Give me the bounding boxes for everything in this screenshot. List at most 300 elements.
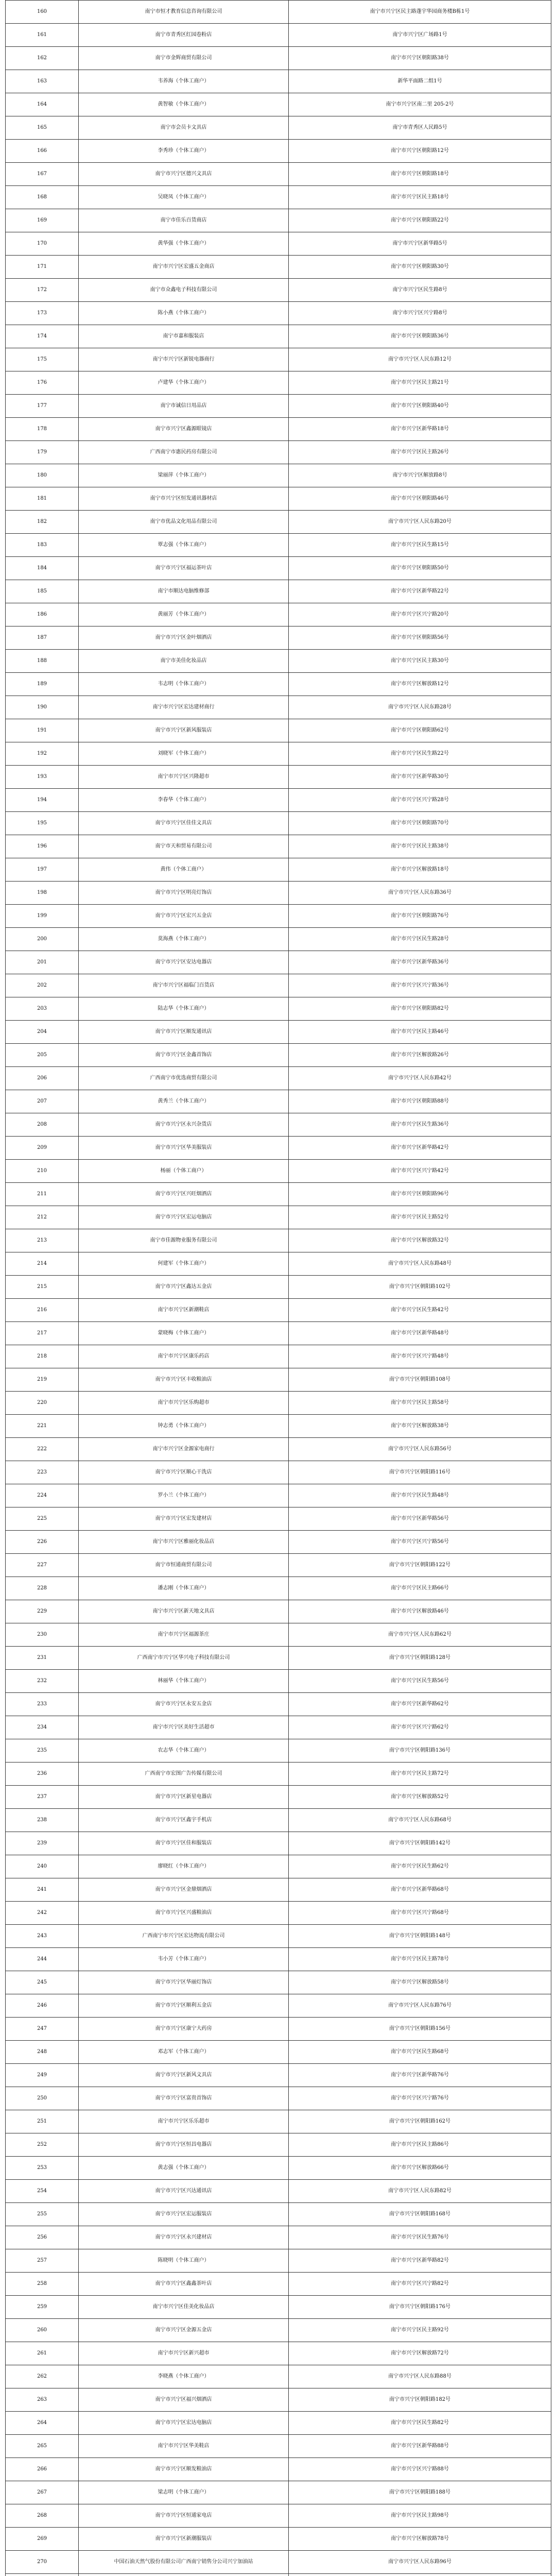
company-name: 覃志强（个体工商户） bbox=[79, 534, 289, 557]
row-number: 242 bbox=[6, 1902, 79, 1925]
table-row bbox=[6, 1276, 551, 1299]
table-row bbox=[6, 2574, 551, 2576]
company-name: 南宁市兴宁区美好生活超市 bbox=[79, 1716, 289, 1739]
row-number: 174 bbox=[6, 325, 79, 348]
table-row bbox=[6, 1716, 551, 1739]
company-address: 南宁市兴宁区人民东路82号 bbox=[289, 2180, 551, 2203]
row-number: 254 bbox=[6, 2180, 79, 2203]
row-number: 193 bbox=[6, 766, 79, 789]
table-row bbox=[6, 1623, 551, 1647]
company-name: 南宁市兴宁区福源茶庄 bbox=[79, 1623, 289, 1647]
company-name: 南宁市兴宁区金鑫首饰店 bbox=[79, 1044, 289, 1067]
company-name: 南宁市美佳化妆品店 bbox=[79, 650, 289, 673]
company-address: 南宁市兴宁区新华路36号 bbox=[289, 951, 551, 974]
table-row bbox=[6, 2504, 551, 2528]
table-row bbox=[6, 928, 551, 951]
company-name: 南宁市优品文化用品有限公司 bbox=[79, 511, 289, 534]
company-address: 南宁市兴宁区解放路8号 bbox=[289, 464, 551, 487]
company-name bbox=[79, 2574, 289, 2576]
table-row bbox=[6, 1739, 551, 1762]
company-address: 南宁市兴宁区解放路78号 bbox=[289, 2528, 551, 2551]
table-row bbox=[6, 1206, 551, 1229]
company-address: 南宁市兴宁区朝阳路70号 bbox=[289, 812, 551, 835]
company-address: 南宁市兴宁区人民东路20号 bbox=[289, 511, 551, 534]
table-row bbox=[6, 1577, 551, 1600]
company-name: 邓志军（个体工商户） bbox=[79, 2041, 289, 2064]
company-address: 南宁市兴宁区新华路48号 bbox=[289, 1322, 551, 1345]
company-address: 南宁市兴宁区人民东路36号 bbox=[289, 882, 551, 905]
table-row bbox=[6, 441, 551, 464]
company-name: 李秀珍（个体工商户） bbox=[79, 140, 289, 163]
company-name: 黄秀兰（个体工商户） bbox=[79, 1090, 289, 1113]
company-address: 南宁市兴宁区民主路58号 bbox=[289, 1392, 551, 1415]
table-row bbox=[6, 1994, 551, 2018]
company-name: 潘志刚（个体工商户） bbox=[79, 1577, 289, 1600]
company-address: 南宁市兴宁区朝阳路62号 bbox=[289, 719, 551, 742]
row-number: 184 bbox=[6, 557, 79, 580]
table-body bbox=[6, 1, 551, 2576]
company-address: 南宁市兴宁区朝阳路162号 bbox=[289, 2110, 551, 2133]
row-number: 246 bbox=[6, 1994, 79, 2018]
company-name: 南宁市天和贸易有限公司 bbox=[79, 835, 289, 858]
company-name: 南宁市兴宁区永兴建材店 bbox=[79, 2226, 289, 2249]
row-number: 248 bbox=[6, 2041, 79, 2064]
company-name: 南宁市兴宁区金鼎烟酒店 bbox=[79, 1878, 289, 1902]
company-address: 南宁市兴宁区朝阳路128号 bbox=[289, 1647, 551, 1670]
table-row bbox=[6, 858, 551, 882]
company-name: 吴晓凤（个体工商户） bbox=[79, 186, 289, 209]
company-address: 南宁市兴宁区新华路62号 bbox=[289, 1693, 551, 1716]
row-number: 211 bbox=[6, 1183, 79, 1206]
row-number: 220 bbox=[6, 1392, 79, 1415]
company-address: 南宁市兴宁区解放路46号 bbox=[289, 1600, 551, 1623]
company-name: 南宁市兴宁区雅丽化妆品店 bbox=[79, 1531, 289, 1554]
company-name: 刘晓军（个体工商户） bbox=[79, 742, 289, 766]
table-row bbox=[6, 302, 551, 325]
table-row bbox=[6, 2481, 551, 2504]
company-name: 南宁市兴宁区新潮鞋店 bbox=[79, 1299, 289, 1322]
company-address: 南宁市兴宁区兴宁路62号 bbox=[289, 1716, 551, 1739]
table-row bbox=[6, 2018, 551, 2041]
company-name: 南宁市兴宁区华美服装店 bbox=[79, 1137, 289, 1160]
company-name: 南宁市兴宁区福临门百货店 bbox=[79, 974, 289, 997]
company-address: 南宁市兴宁区民生路76号 bbox=[289, 2226, 551, 2249]
row-number: 264 bbox=[6, 2412, 79, 2435]
company-address: 南宁市兴宁区朝阳路56号 bbox=[289, 626, 551, 650]
company-address: 南宁市兴宁区朝阳路156号 bbox=[289, 2018, 551, 2041]
row-number: 162 bbox=[6, 47, 79, 70]
company-name: 南宁市兴宁区华美鞋店 bbox=[79, 2435, 289, 2458]
company-name: 南宁市兴宁区明亮灯饰店 bbox=[79, 882, 289, 905]
row-number: 245 bbox=[6, 1971, 79, 1994]
company-address: 南宁市兴宁区民主路蓬宇华园商务楼B栋1号 bbox=[289, 1, 551, 24]
company-name: 南宁市众鑫电子科技有限公司 bbox=[79, 279, 289, 302]
company-address: 南宁市兴宁区解放路72号 bbox=[289, 2342, 551, 2365]
company-address: 南宁市兴宁区民生路56号 bbox=[289, 1670, 551, 1693]
company-address: 南宁市兴宁区朝阳路46号 bbox=[289, 487, 551, 511]
row-number: 236 bbox=[6, 1762, 79, 1786]
table-row bbox=[6, 1090, 551, 1113]
row-number: 233 bbox=[6, 1693, 79, 1716]
table-row bbox=[6, 1600, 551, 1623]
company-name: 南宁市佳源物业服务有限公司 bbox=[79, 1229, 289, 1252]
company-address: 南宁市兴宁区新华路30号 bbox=[289, 766, 551, 789]
row-number: 171 bbox=[6, 256, 79, 279]
row-number: 191 bbox=[6, 719, 79, 742]
company-address: 南宁市兴宁区广场路1号 bbox=[289, 24, 551, 47]
company-name: 南宁市兴宁区鑫源眼镜店 bbox=[79, 418, 289, 441]
table-row bbox=[6, 2528, 551, 2551]
row-number: 195 bbox=[6, 812, 79, 835]
company-address: 南宁市兴宁区朝阳路148号 bbox=[289, 1925, 551, 1948]
row-number: 225 bbox=[6, 1507, 79, 1531]
company-name: 南宁市兴宁区鑫鑫茶叶店 bbox=[79, 2273, 289, 2296]
table-row bbox=[6, 1948, 551, 1971]
company-address: 南宁市兴宁区人民东路96号 bbox=[289, 2551, 551, 2574]
company-name: 广西南宁市宏图广告传媒有限公司 bbox=[79, 1762, 289, 1786]
row-number: 165 bbox=[6, 116, 79, 140]
company-address: 南宁市兴宁区人民东路48号 bbox=[289, 1252, 551, 1276]
company-address: 南宁市兴宁区民主路38号 bbox=[289, 835, 551, 858]
company-address: 南宁市兴宁区民主路26号 bbox=[289, 441, 551, 464]
row-number: 201 bbox=[6, 951, 79, 974]
company-address: 南宁市兴宁区朝阳路142号 bbox=[289, 1832, 551, 1855]
row-number: 182 bbox=[6, 511, 79, 534]
company-name: 黄志强（个体工商户） bbox=[79, 2157, 289, 2180]
row-number: 205 bbox=[6, 1044, 79, 1067]
table-row bbox=[6, 2226, 551, 2249]
company-name: 梁丽萍（个体工商户） bbox=[79, 464, 289, 487]
company-address: 南宁市兴宁区新华路82号 bbox=[289, 2249, 551, 2273]
company-address: 南宁市兴宁区人民东路62号 bbox=[289, 1623, 551, 1647]
company-address: 南宁市兴宁区朝阳路88号 bbox=[289, 1090, 551, 1113]
company-name: 南宁市兴宁区鑫达五金店 bbox=[79, 1276, 289, 1299]
row-number: 208 bbox=[6, 1113, 79, 1137]
row-number: 266 bbox=[6, 2458, 79, 2481]
table-row bbox=[6, 2342, 551, 2365]
row-number: 259 bbox=[6, 2296, 79, 2319]
company-name: 南宁市嘉和服装店 bbox=[79, 325, 289, 348]
company-address: 南宁市兴宁区兴宁路56号 bbox=[289, 1531, 551, 1554]
row-number: 185 bbox=[6, 580, 79, 603]
row-number: 249 bbox=[6, 2064, 79, 2087]
company-name: 罗小兰（个体工商户） bbox=[79, 1484, 289, 1507]
table-row bbox=[6, 2319, 551, 2342]
table-row bbox=[6, 1902, 551, 1925]
company-name: 蒙晓梅（个体工商户） bbox=[79, 1322, 289, 1345]
row-number: 223 bbox=[6, 1461, 79, 1484]
row-number: 215 bbox=[6, 1276, 79, 1299]
table-row bbox=[6, 1531, 551, 1554]
company-address: 南宁市兴宁区民生路15号 bbox=[289, 534, 551, 557]
company-name: 卢建华（个体工商户） bbox=[79, 371, 289, 395]
company-address: 南宁市兴宁区兴宁路20号 bbox=[289, 603, 551, 626]
company-address: 南宁市兴宁区解放路58号 bbox=[289, 1971, 551, 1994]
company-name: 南宁市兴宁区恒通家电店 bbox=[79, 2504, 289, 2528]
table-row bbox=[6, 673, 551, 696]
company-address: 南宁市兴宁区人民东路76号 bbox=[289, 1994, 551, 2018]
row-number: 183 bbox=[6, 534, 79, 557]
company-address: 南宁市兴宁区朝阳路136号 bbox=[289, 1739, 551, 1762]
company-address: 南宁市兴宁区南二里 205-2号 bbox=[289, 93, 551, 116]
company-name: 广西南宁市优选商贸有限公司 bbox=[79, 1067, 289, 1090]
company-name: 南宁市佳乐百货商店 bbox=[79, 209, 289, 232]
row-number: 192 bbox=[6, 742, 79, 766]
row-number: 189 bbox=[6, 673, 79, 696]
table-row bbox=[6, 1415, 551, 1438]
row-number: 240 bbox=[6, 1855, 79, 1878]
table-row bbox=[6, 1113, 551, 1137]
row-number bbox=[6, 2574, 79, 2576]
company-address: 南宁市兴宁区民主路78号 bbox=[289, 1948, 551, 1971]
table-row bbox=[6, 209, 551, 232]
table-row bbox=[6, 766, 551, 789]
company-address: 南宁市兴宁区民主路52号 bbox=[289, 1206, 551, 1229]
table-row bbox=[6, 696, 551, 719]
company-name: 南宁市金辉商贸有限公司 bbox=[79, 47, 289, 70]
row-number: 256 bbox=[6, 2226, 79, 2249]
table-row bbox=[6, 1160, 551, 1183]
row-number: 263 bbox=[6, 2388, 79, 2412]
row-number: 239 bbox=[6, 1832, 79, 1855]
company-name: 黄智敏（个体工商户） bbox=[79, 93, 289, 116]
company-name: 南宁市兴宁区康宁大药房 bbox=[79, 2018, 289, 2041]
company-name: 黄伟（个体工商户） bbox=[79, 858, 289, 882]
company-name: 南宁市兴宁区宏发建材店 bbox=[79, 1507, 289, 1531]
row-number: 161 bbox=[6, 24, 79, 47]
row-number: 247 bbox=[6, 2018, 79, 2041]
row-number: 237 bbox=[6, 1786, 79, 1809]
company-name: 南宁市兴宁区德兴文具店 bbox=[79, 163, 289, 186]
table-row bbox=[6, 2249, 551, 2273]
company-address: 南宁市兴宁区民生路28号 bbox=[289, 928, 551, 951]
row-number: 178 bbox=[6, 418, 79, 441]
row-number: 243 bbox=[6, 1925, 79, 1948]
row-number: 227 bbox=[6, 1554, 79, 1577]
company-name: 钟志勇（个体工商户） bbox=[79, 1415, 289, 1438]
company-name: 广西南宁市惠民药房有限公司 bbox=[79, 441, 289, 464]
table-row bbox=[6, 395, 551, 418]
table-row bbox=[6, 186, 551, 209]
row-number: 270 bbox=[6, 2551, 79, 2574]
company-address: 南宁市兴宁区朝阳路102号 bbox=[289, 1276, 551, 1299]
row-number: 251 bbox=[6, 2110, 79, 2133]
table-row bbox=[6, 1971, 551, 1994]
company-address: 南宁市兴宁区民主路21号 bbox=[289, 371, 551, 395]
row-number: 231 bbox=[6, 1647, 79, 1670]
row-number: 169 bbox=[6, 209, 79, 232]
row-number: 226 bbox=[6, 1531, 79, 1554]
table-row bbox=[6, 2458, 551, 2481]
table-row bbox=[6, 418, 551, 441]
row-number: 194 bbox=[6, 789, 79, 812]
company-address: 南宁市兴宁区新华路68号 bbox=[289, 1878, 551, 1902]
company-address: 南宁市兴宁区新华路76号 bbox=[289, 2064, 551, 2087]
company-name: 南宁市兴宁区康乐药店 bbox=[79, 1345, 289, 1368]
row-number: 250 bbox=[6, 2087, 79, 2110]
company-address: 南宁市兴宁区民生路22号 bbox=[289, 742, 551, 766]
table-row bbox=[6, 997, 551, 1021]
row-number: 222 bbox=[6, 1438, 79, 1461]
row-number: 265 bbox=[6, 2435, 79, 2458]
row-number: 199 bbox=[6, 905, 79, 928]
table-row bbox=[6, 534, 551, 557]
company-address: 南宁市兴宁区新华路18号 bbox=[289, 418, 551, 441]
table-row bbox=[6, 1461, 551, 1484]
row-number: 255 bbox=[6, 2203, 79, 2226]
table-row bbox=[6, 650, 551, 673]
company-address: 南宁市兴宁区兴宁路68号 bbox=[289, 1902, 551, 1925]
row-number: 268 bbox=[6, 2504, 79, 2528]
company-address: 南宁市兴宁区新华路88号 bbox=[289, 2435, 551, 2458]
row-number: 176 bbox=[6, 371, 79, 395]
company-name: 南宁市兴宁区顺心干洗店 bbox=[79, 1461, 289, 1484]
company-name: 廖晓红（个体工商户） bbox=[79, 1855, 289, 1878]
company-name: 南宁市兴宁区宏兴五金店 bbox=[79, 905, 289, 928]
company-name: 南宁市兴宁区佳佳文具店 bbox=[79, 812, 289, 835]
company-name: 南宁市恒才教育信息咨询有限公司 bbox=[79, 1, 289, 24]
company-address: 南宁市兴宁区朝阳路12号 bbox=[289, 140, 551, 163]
table-row bbox=[6, 371, 551, 395]
table-row bbox=[6, 1137, 551, 1160]
row-number: 262 bbox=[6, 2365, 79, 2388]
table-row bbox=[6, 464, 551, 487]
table-row bbox=[6, 1322, 551, 1345]
company-name: 黄华强（个体工商户） bbox=[79, 232, 289, 256]
company-name: 南宁市兴宁区新风服装店 bbox=[79, 719, 289, 742]
row-number: 164 bbox=[6, 93, 79, 116]
row-number: 175 bbox=[6, 348, 79, 371]
row-number: 188 bbox=[6, 650, 79, 673]
company-name: 陈晓明（个体工商户） bbox=[79, 2249, 289, 2273]
table-row bbox=[6, 2412, 551, 2435]
company-name: 南宁市兴宁区永兴杂货店 bbox=[79, 1113, 289, 1137]
company-address: 南宁市兴宁区兴宁路28号 bbox=[289, 789, 551, 812]
company-name: 李春华（个体工商户） bbox=[79, 789, 289, 812]
company-address: 南宁市兴宁区人民东路68号 bbox=[289, 1809, 551, 1832]
company-name: 南宁市兴宁区兴达通讯店 bbox=[79, 2180, 289, 2203]
row-number: 221 bbox=[6, 1415, 79, 1438]
table-row bbox=[6, 511, 551, 534]
company-address: 南宁市兴宁区人民东路12号 bbox=[289, 348, 551, 371]
company-name: 南宁市兴宁区金源家电商行 bbox=[79, 1438, 289, 1461]
company-address: 南宁市兴宁区兴宁路82号 bbox=[289, 2273, 551, 2296]
company-address: 新华平面路二组1号 bbox=[289, 70, 551, 93]
row-number: 207 bbox=[6, 1090, 79, 1113]
company-address: 南宁市兴宁区朝阳路176号 bbox=[289, 2296, 551, 2319]
company-name: 南宁市兴宁区新风文具店 bbox=[79, 2064, 289, 2087]
company-name: 农志华（个体工商户） bbox=[79, 1739, 289, 1762]
row-number: 179 bbox=[6, 441, 79, 464]
company-address: 南宁市兴宁区朝阳路22号 bbox=[289, 209, 551, 232]
row-number: 166 bbox=[6, 140, 79, 163]
table-row bbox=[6, 835, 551, 858]
row-number: 209 bbox=[6, 1137, 79, 1160]
row-number: 173 bbox=[6, 302, 79, 325]
row-number: 181 bbox=[6, 487, 79, 511]
company-address: 南宁市兴宁区民主路18号 bbox=[289, 186, 551, 209]
table-row bbox=[6, 487, 551, 511]
company-name: 南宁市兴宁区新兴超市 bbox=[79, 2342, 289, 2365]
company-name: 黄丽芳（个体工商户） bbox=[79, 603, 289, 626]
company-name: 韦养海（个体工商户） bbox=[79, 70, 289, 93]
row-number: 168 bbox=[6, 186, 79, 209]
company-address: 南宁市兴宁区朝阳路38号 bbox=[289, 47, 551, 70]
table-row bbox=[6, 279, 551, 302]
company-name: 南宁市兴宁区兴旺烟酒店 bbox=[79, 1183, 289, 1206]
company-address: 南宁市兴宁区解放路38号 bbox=[289, 1415, 551, 1438]
company-name: 南宁市兴宁区金叶烟酒店 bbox=[79, 626, 289, 650]
company-name: 南宁市兴宁区宏达电脑店 bbox=[79, 2412, 289, 2435]
row-number: 257 bbox=[6, 2249, 79, 2273]
table-row bbox=[6, 1670, 551, 1693]
table-row bbox=[6, 1345, 551, 1368]
company-name: 中国石油天然气股份有限公司广西南宁销售分公司兴宁加油站 bbox=[79, 2551, 289, 2574]
table-row bbox=[6, 2087, 551, 2110]
company-name: 南宁市兴宁区富贵首饰店 bbox=[79, 2087, 289, 2110]
table-row bbox=[6, 2551, 551, 2574]
company-address: 南宁市兴宁区民生路36号 bbox=[289, 1113, 551, 1137]
company-name: 南宁市兴宁区兴隆超市 bbox=[79, 766, 289, 789]
company-address: 南宁市兴宁区民主路66号 bbox=[289, 1577, 551, 1600]
company-name: 南宁市兴宁区永安五金店 bbox=[79, 1693, 289, 1716]
company-name: 广西南宁市兴宁区宏达物流有限公司 bbox=[79, 1925, 289, 1948]
table-row bbox=[6, 882, 551, 905]
table-row bbox=[6, 2273, 551, 2296]
company-name: 南宁市兴宁区佳美化妆品店 bbox=[79, 2296, 289, 2319]
company-name: 南宁市兴宁区顺发粮油店 bbox=[79, 2458, 289, 2481]
table-row bbox=[6, 1786, 551, 1809]
row-number: 204 bbox=[6, 1021, 79, 1044]
row-number: 244 bbox=[6, 1948, 79, 1971]
table-row bbox=[6, 557, 551, 580]
company-address: 南宁市兴宁区朝阳路182号 bbox=[289, 2388, 551, 2412]
row-number: 177 bbox=[6, 395, 79, 418]
table-row bbox=[6, 256, 551, 279]
table-row bbox=[6, 2435, 551, 2458]
row-number: 214 bbox=[6, 1252, 79, 1276]
row-number: 197 bbox=[6, 858, 79, 882]
company-name: 南宁市兴宁区乐乐超市 bbox=[79, 2110, 289, 2133]
company-name: 南宁市兴宁区宏达建材商行 bbox=[79, 696, 289, 719]
company-address: 南宁市兴宁区人民东路56号 bbox=[289, 1438, 551, 1461]
row-number: 253 bbox=[6, 2157, 79, 2180]
company-address bbox=[289, 2574, 551, 2576]
company-address: 南宁市兴宁区兴宁路36号 bbox=[289, 974, 551, 997]
row-number: 160 bbox=[6, 1, 79, 24]
row-number: 224 bbox=[6, 1484, 79, 1507]
row-number: 230 bbox=[6, 1623, 79, 1647]
table-row bbox=[6, 24, 551, 47]
row-number: 261 bbox=[6, 2342, 79, 2365]
table-row bbox=[6, 1647, 551, 1670]
company-address: 南宁市兴宁区民主路92号 bbox=[289, 2319, 551, 2342]
company-name: 南宁市兴宁区恒发通讯器材店 bbox=[79, 487, 289, 511]
company-address: 南宁市兴宁区人民东路88号 bbox=[289, 2365, 551, 2388]
table-row bbox=[6, 626, 551, 650]
row-number: 200 bbox=[6, 928, 79, 951]
table-row bbox=[6, 1507, 551, 1531]
company-address: 南宁市兴宁区朝阳路50号 bbox=[289, 557, 551, 580]
table-row bbox=[6, 603, 551, 626]
table-row bbox=[6, 1878, 551, 1902]
company-name: 广西南宁市兴宁区华兴电子科技有限公司 bbox=[79, 1647, 289, 1670]
table-row bbox=[6, 1392, 551, 1415]
table-row bbox=[6, 2041, 551, 2064]
table-row bbox=[6, 580, 551, 603]
company-name: 南宁市诚信日用品店 bbox=[79, 395, 289, 418]
company-name: 南宁市兴宁区宏运服装店 bbox=[79, 2203, 289, 2226]
